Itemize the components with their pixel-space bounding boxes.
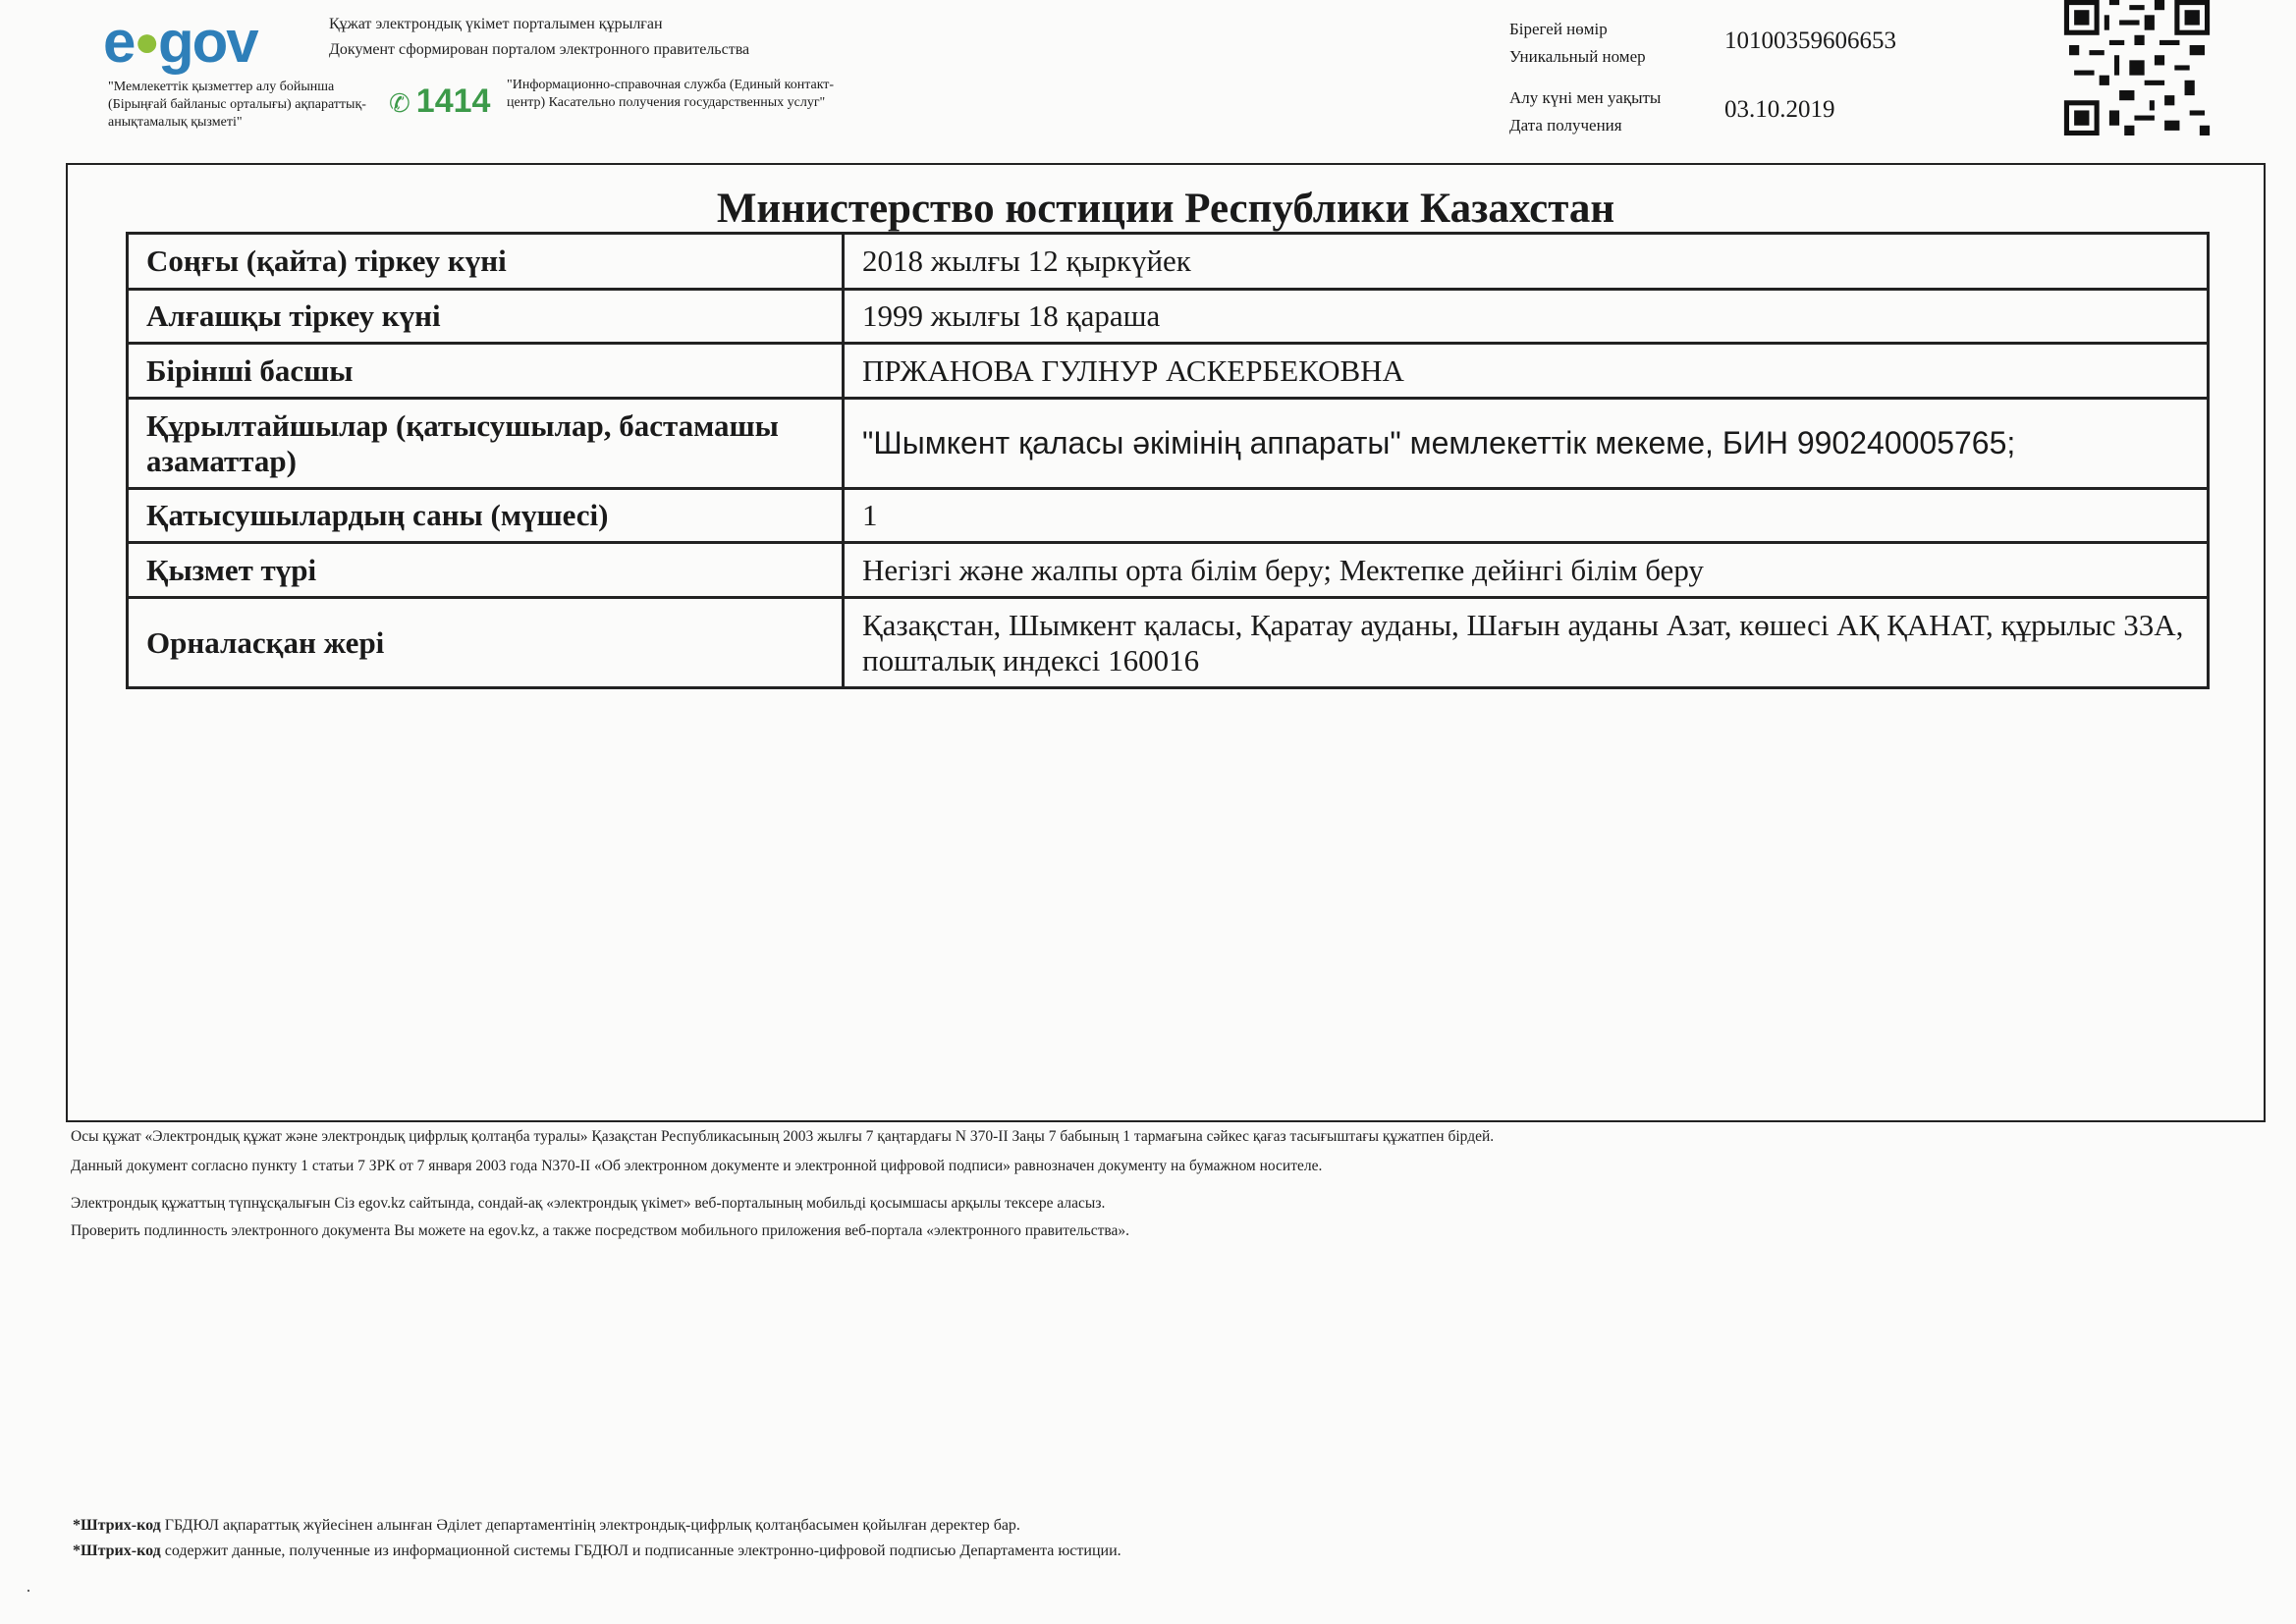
contact-phone (389, 82, 490, 121)
row-label: Қызмет түрі (128, 543, 844, 598)
row-value: 2018 жылғы 12 қыркүйек (844, 234, 2209, 290)
row-value: 1999 жылғы 18 қараша (844, 290, 2209, 344)
verify-note-ru: Проверить подлинность электронного документа Вы можете на egov.kz, а также посредством мобильного приложения веб-портала «электронного правительства». (71, 1222, 1130, 1239)
row-label: Соңғы (қайта) тіркеу күні (128, 234, 844, 290)
receipt-date: 03.10.2019 (1724, 96, 1835, 123)
row-label: Қатысушылардың саны (мүшесі) (128, 489, 844, 543)
unique-number-label-kz: Бірегей нөмір (1509, 20, 1608, 38)
table-row (128, 234, 2209, 290)
row-label: Бірінші басшы (128, 344, 844, 399)
phone-number: 1414 (415, 82, 491, 120)
row-label: Құрылтайшылар (қатысушылар, бастамашы азаматтар) (128, 399, 844, 489)
qr-code (2063, 0, 2211, 135)
egov-logo: e●gov (103, 9, 257, 75)
verify-note-kz: Электрондық құжаттың түпнұсқалығын Сіз egov.kz сайтында, сондай-ақ «электрондық үкімет» веб-порталының мобильді қосымшасы арқылы тексере аласыз. (71, 1195, 1106, 1212)
scan-mark: . (27, 1579, 30, 1596)
service-note-ru: "Информационно-справочная служба (Единый контакт-центр) Касательно получения государственных услуг" (507, 78, 835, 110)
row-value: Қазақстан, Шымкент қаласы, Қаратау ауданы, Шағын ауданы Азат, көшесі АҚ ҚАНАТ, құрылыс 33А, пошталық индексі 160016 (844, 598, 2209, 688)
row-value: 1 (844, 489, 2209, 543)
barcode-note-ru-text: содержит данные, полученные из информационной системы ГБДЮЛ и подписанные электронно-цифровой подписью Департамента юстиции. (160, 1543, 1121, 1559)
table-row (128, 290, 2209, 344)
row-label: Алғашқы тіркеу күні (128, 290, 844, 344)
barcode-note-ru (73, 1542, 1121, 1561)
table-row (128, 399, 2209, 489)
table-row (128, 598, 2209, 688)
registration-table (126, 232, 2210, 689)
unique-number: 10100359606653 (1724, 27, 1896, 54)
document-title: Министерство юстиции Республики Казахстан (716, 186, 1615, 232)
row-value: "Шымкент қаласы әкімінің аппараты" мемлекеттік мекеме, БИН 990240005765; (844, 399, 2209, 489)
unique-number-label-ru: Уникальный номер (1509, 47, 1646, 66)
legal-note-ru: Данный документ согласно пункту 1 статьи 7 ЗРК от 7 января 2003 года N370-II «Об электронном документе и электронной цифровой подписи» равнозначен документу на бумажном носителе. (71, 1158, 1323, 1174)
service-note-kz: "Мемлекеттік қызметтер алу бойынша (Бірыңғай байланыс орталығы) ақпараттық-анықтамалық қызметі" (108, 80, 366, 130)
phone-icon: ✆ (389, 88, 410, 118)
row-label: Орналасқан жері (128, 598, 844, 688)
table-row (128, 344, 2209, 399)
table-row (128, 489, 2209, 543)
row-value: Негізгі және жалпы орта білім беру; Мектепке дейінгі білім беру (844, 543, 2209, 598)
table-row (128, 543, 2209, 598)
portal-note-ru: Документ сформирован порталом электронного правительства (329, 41, 750, 58)
date-label-ru: Дата получения (1509, 116, 1622, 135)
barcode-note-kz-text: ГБДЮЛ ақпараттық жүйесінен алынған Әділет департаментінің электрондық-цифрлық қолтаңбасымен қойылған деректер бар. (160, 1517, 1020, 1534)
date-label-kz: Алу күні мен уақыты (1509, 88, 1662, 107)
barcode-note-kz-bold: *Штрих-код (73, 1517, 161, 1534)
row-value: ПРЖАНОВА ГУЛНУР АСКЕРБЕКОВНА (844, 344, 2209, 399)
legal-note-kz: Осы құжат «Электрондық құжат және электрондық цифрлық қолтаңба туралы» Қазақстан Республикасының 2003 жылғы 7 қаңтардағы N 370-II Заңы 7 бабының 1 тармағына сәйкес қағаз тасығыштағы құжатпен бірдей. (71, 1128, 1495, 1145)
portal-note-kz: Құжат электрондық үкімет порталымен құрылған (329, 16, 663, 32)
barcode-note-kz (73, 1516, 1020, 1536)
barcode-note-ru-bold: *Штрих-код (73, 1543, 161, 1559)
